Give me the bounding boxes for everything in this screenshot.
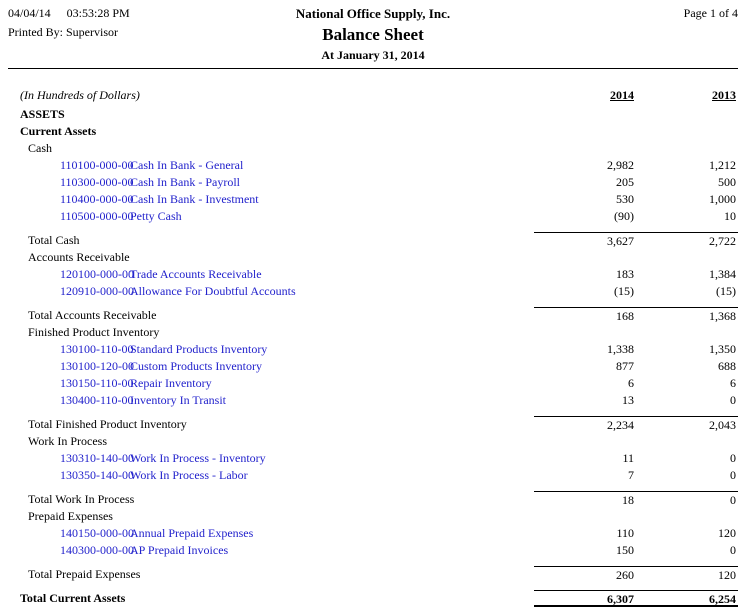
value-2013: (15): [716, 284, 736, 298]
row-values: [534, 157, 738, 174]
row-values: [534, 283, 738, 300]
account-label: [8, 467, 534, 484]
account-number-link[interactable]: 110300-000-00: [60, 175, 134, 189]
account-name-link[interactable]: Repair Inventory: [130, 376, 212, 390]
row-label: Accounts Receivable: [28, 250, 130, 264]
group-row: [8, 249, 738, 266]
value-2014: 150: [616, 543, 634, 557]
report-title: Balance Sheet: [322, 25, 424, 44]
row-values: [534, 358, 738, 375]
value-2013: 2,722: [709, 234, 736, 248]
account-name-link[interactable]: Cash In Bank - Investment: [130, 192, 259, 206]
account-number-link[interactable]: 130400-110-00: [60, 393, 134, 407]
value-2014: 877: [616, 359, 634, 373]
account-label: [8, 542, 534, 559]
total-row: [8, 232, 738, 249]
value-2014: 3,627: [607, 234, 634, 248]
account-row: [8, 450, 738, 467]
value-2013: 1,350: [709, 342, 736, 356]
account-row: [8, 208, 738, 225]
row-label: Current Assets: [20, 124, 97, 138]
row-values: [534, 375, 738, 392]
value-2013: 2,043: [709, 418, 736, 432]
account-name-link[interactable]: Work In Process - Inventory: [130, 451, 266, 465]
row-values: [534, 590, 738, 607]
group-row: [8, 140, 738, 157]
account-name-link[interactable]: Trade Accounts Receivable: [130, 267, 262, 281]
account-label: [8, 174, 534, 191]
account-row: [8, 375, 738, 392]
units-label: (In Hundreds of Dollars): [20, 88, 140, 102]
value-2014: 13: [622, 393, 634, 407]
value-2014: (15): [614, 284, 634, 298]
value-2013: 10: [724, 209, 736, 223]
row-values: [534, 232, 738, 249]
account-number-link[interactable]: 110100-000-00: [60, 158, 134, 172]
header-left: [8, 6, 198, 40]
value-2013: 0: [730, 543, 736, 557]
row-values: [534, 416, 738, 433]
group-row: [8, 433, 738, 450]
account-number-link[interactable]: 140300-000-00: [60, 543, 134, 557]
value-2013: 1,000: [709, 192, 736, 206]
account-number-link[interactable]: 120910-000-00: [60, 284, 134, 298]
print-time: 03:53:28 PM: [66, 6, 130, 20]
grand-row: [8, 590, 738, 607]
row-label: Total Finished Product Inventory: [28, 417, 187, 431]
report-subtitle: At January 31, 2014: [321, 48, 425, 62]
account-label: [8, 191, 534, 208]
row-label: Total Work In Process: [28, 492, 135, 506]
row-values: [534, 450, 738, 467]
account-row: [8, 174, 738, 191]
value-2013: 688: [718, 359, 736, 373]
printed-by: Printed By: Supervisor: [8, 25, 118, 39]
account-label: [8, 358, 534, 375]
account-name-link[interactable]: Work In Process - Labor: [130, 468, 248, 482]
value-2014: 6: [628, 376, 634, 390]
value-2014: 2,982: [607, 158, 634, 172]
account-label: [8, 525, 534, 542]
report-rows: [8, 106, 738, 607]
account-number-link[interactable]: 130350-140-00: [60, 468, 134, 482]
account-label: [8, 341, 534, 358]
account-name-link[interactable]: Annual Prepaid Expenses: [130, 526, 254, 540]
value-2014: 1,338: [607, 342, 634, 356]
header-center: [198, 6, 548, 63]
value-2014: 18: [622, 493, 634, 507]
row-label: Prepaid Expenses: [28, 509, 113, 523]
account-row: [8, 266, 738, 283]
value-2013: 0: [730, 393, 736, 407]
account-row: [8, 157, 738, 174]
row-values: [534, 266, 738, 283]
row-label: Total Cash: [28, 233, 80, 247]
row-label: Total Current Assets: [20, 591, 126, 605]
value-2013: 500: [718, 175, 736, 189]
value-2014: 11: [622, 451, 634, 465]
account-number-link[interactable]: 130310-140-00: [60, 451, 134, 465]
value-2014: 7: [628, 468, 634, 482]
value-2014: 168: [616, 309, 634, 323]
account-row: [8, 467, 738, 484]
account-number-link[interactable]: 140150-000-00: [60, 526, 134, 540]
section-row: [8, 106, 738, 123]
row-values: [534, 566, 738, 583]
account-label: [8, 266, 534, 283]
row-label: ASSETS: [20, 107, 65, 121]
value-2014: 2,234: [607, 418, 634, 432]
row-label: Work In Process: [28, 434, 108, 448]
row-values: [534, 191, 738, 208]
group-row: [8, 508, 738, 525]
value-2014: 183: [616, 267, 634, 281]
account-number-link[interactable]: 130100-110-00: [60, 342, 134, 356]
value-2014: 260: [616, 568, 634, 582]
account-row: [8, 358, 738, 375]
value-2014: 205: [616, 175, 634, 189]
total-row: [8, 307, 738, 324]
account-label: [8, 157, 534, 174]
value-2013: 120: [718, 568, 736, 582]
total-row: [8, 416, 738, 433]
account-label: [8, 375, 534, 392]
value-2014: (90): [614, 209, 634, 223]
account-name-link[interactable]: Standard Products Inventory: [130, 342, 268, 356]
account-name-link[interactable]: Petty Cash: [130, 209, 182, 223]
company-name: National Office Supply, Inc.: [295, 6, 451, 21]
account-name-link[interactable]: Inventory In Transit: [130, 393, 226, 407]
column-header-row: [8, 87, 738, 104]
account-name-link[interactable]: Custom Products Inventory: [130, 359, 262, 373]
value-2013: 0: [730, 493, 736, 507]
account-label: [8, 283, 534, 300]
account-number-link[interactable]: 130100-120-00: [60, 359, 134, 373]
account-row: [8, 392, 738, 409]
account-row: [8, 525, 738, 542]
column-headers: [534, 87, 738, 104]
col-header-2014: 2014: [610, 88, 634, 102]
total-row: [8, 491, 738, 508]
value-2013: 6,254: [709, 592, 736, 606]
account-name-link[interactable]: Cash In Bank - General: [130, 158, 244, 172]
value-2013: 0: [730, 468, 736, 482]
row-values: [534, 491, 738, 508]
row-values: [534, 542, 738, 559]
print-date: 04/04/14: [8, 6, 51, 20]
account-label: [8, 208, 534, 225]
report-header: [8, 6, 738, 63]
value-2013: 1,384: [709, 267, 736, 281]
account-number-link[interactable]: 130150-110-00: [60, 376, 134, 390]
account-label: [8, 392, 534, 409]
page-number: Page 1 of 4: [683, 6, 738, 20]
row-values: [534, 525, 738, 542]
col-header-2013: 2013: [712, 88, 736, 102]
account-name-link[interactable]: AP Prepaid Invoices: [130, 543, 229, 557]
account-name-link[interactable]: Cash In Bank - Payroll: [130, 175, 240, 189]
value-2013: 0: [730, 451, 736, 465]
value-2013: 1,212: [709, 158, 736, 172]
row-values: [534, 174, 738, 191]
print-datetime: [8, 6, 198, 21]
account-number-link[interactable]: 110400-000-00: [60, 192, 134, 206]
account-name-link[interactable]: Allowance For Doubtful Accounts: [130, 284, 296, 298]
account-row: [8, 341, 738, 358]
header-rule: [8, 68, 738, 69]
row-values: [534, 307, 738, 324]
row-label: Total Accounts Receivable: [28, 308, 157, 322]
value-2014: 110: [616, 526, 634, 540]
value-2013: 6: [730, 376, 736, 390]
value-2013: 120: [718, 526, 736, 540]
row-values: [534, 341, 738, 358]
row-label: Finished Product Inventory: [28, 325, 160, 339]
row-label: Total Prepaid Expenses: [28, 567, 141, 581]
account-label: [8, 450, 534, 467]
value-2013: 1,368: [709, 309, 736, 323]
account-number-link[interactable]: 120100-000-00: [60, 267, 134, 281]
account-row: [8, 191, 738, 208]
row-label: Cash: [28, 141, 52, 155]
row-values: [534, 467, 738, 484]
account-row: [8, 283, 738, 300]
total-row: [8, 566, 738, 583]
group-row: [8, 324, 738, 341]
account-row: [8, 542, 738, 559]
value-2014: 530: [616, 192, 634, 206]
account-number-link[interactable]: 110500-000-00: [60, 209, 134, 223]
value-2014: 6,307: [607, 592, 634, 606]
row-values: [534, 392, 738, 409]
row-values: [534, 208, 738, 225]
section-row: [8, 123, 738, 140]
